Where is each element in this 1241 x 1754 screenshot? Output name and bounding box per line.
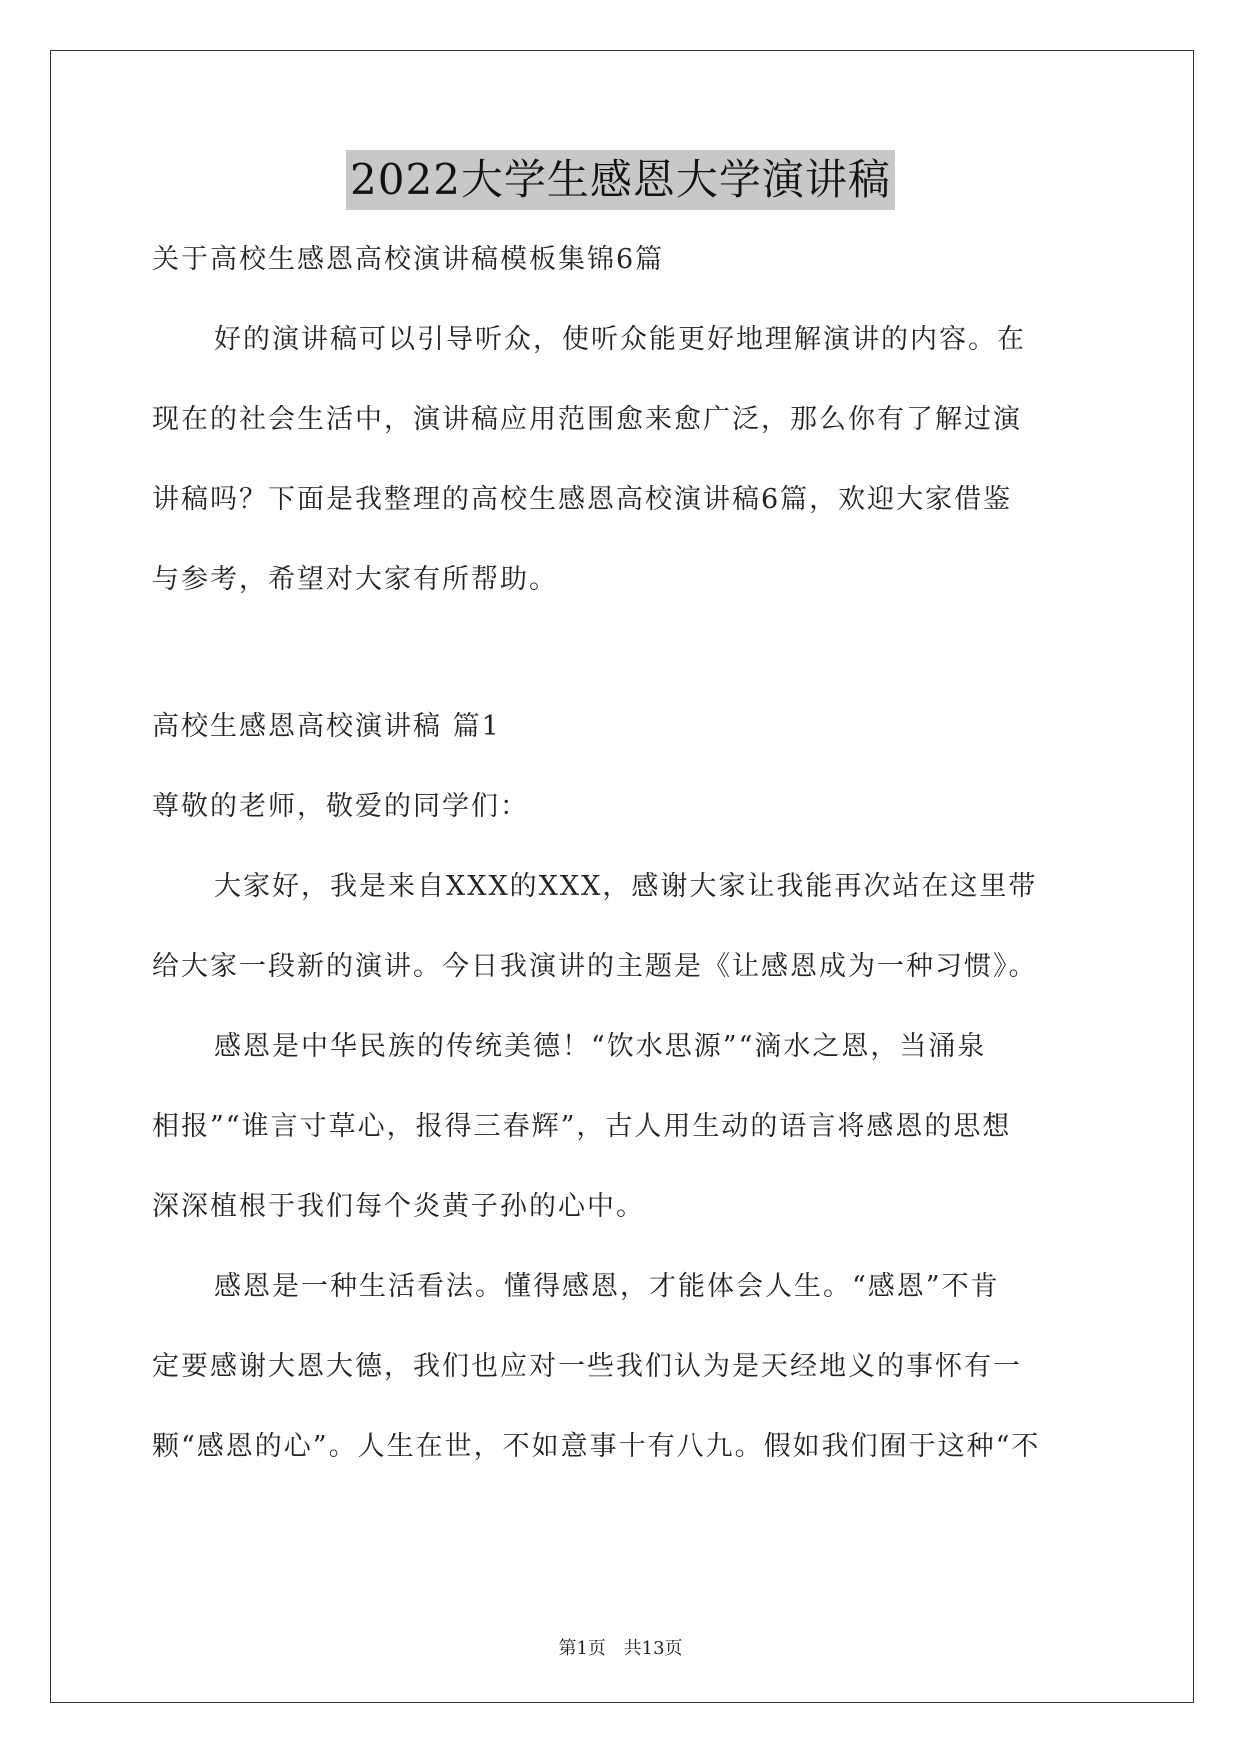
paragraph-line: 大家好，我是来自XXX的XXX，感谢大家让我能再次站在这里带 — [214, 871, 1038, 902]
section-heading: 高校生感恩高校演讲稿 篇1 — [152, 711, 501, 742]
page-total: 共13页 — [623, 1638, 683, 1659]
document-body — [152, 240, 1092, 1467]
paragraph-line: 感恩是中华民族的传统美德！“饮水思源”“滴水之恩，当涌泉 — [214, 1031, 987, 1062]
intro-line: 好的演讲稿可以引导听众，使听众能更好地理解演讲的内容。在 — [214, 324, 1026, 355]
title-container — [0, 150, 1241, 210]
page-footer — [0, 1634, 1241, 1660]
paragraph-line: 给大家一段新的演讲。今日我演讲的主题是《让感恩成为一种习惯》。 — [152, 951, 1038, 982]
intro-line: 讲稿吗？下面是我整理的高校生感恩高校演讲稿6篇，欢迎大家借鉴 — [152, 484, 1013, 515]
page-number: 第1页 — [558, 1638, 606, 1659]
document-subtitle: 关于高校生感恩高校演讲稿模板集锦6篇 — [152, 244, 665, 275]
document-title: 2022大学生感恩大学演讲稿 — [346, 150, 895, 210]
paragraph-line: 定要感谢大恩大德，我们也应对一些我们认为是天经地义的事怀有一 — [152, 1351, 1022, 1382]
paragraph-line: 感恩是一种生活看法。懂得感恩，才能体会人生。“感恩”不肯 — [214, 1271, 1000, 1302]
paragraph-line: 相报”“谁言寸草心，报得三春辉”，古人用生动的语言将感恩的思想 — [152, 1111, 1012, 1142]
paragraph-line: 深深植根于我们每个炎黄子孙的心中。 — [152, 1191, 645, 1222]
salutation: 尊敬的老师，敬爱的同学们： — [152, 791, 529, 822]
intro-line: 与参考，希望对大家有所帮助。 — [152, 564, 558, 595]
paragraph-line: 颗“感恩的心”。人生在世，不如意事十有八九。假如我们囿于这种“不 — [152, 1431, 1041, 1462]
intro-line: 现在的社会生活中，演讲稿应用范围愈来愈广泛，那么你有了解过演 — [152, 404, 1022, 435]
